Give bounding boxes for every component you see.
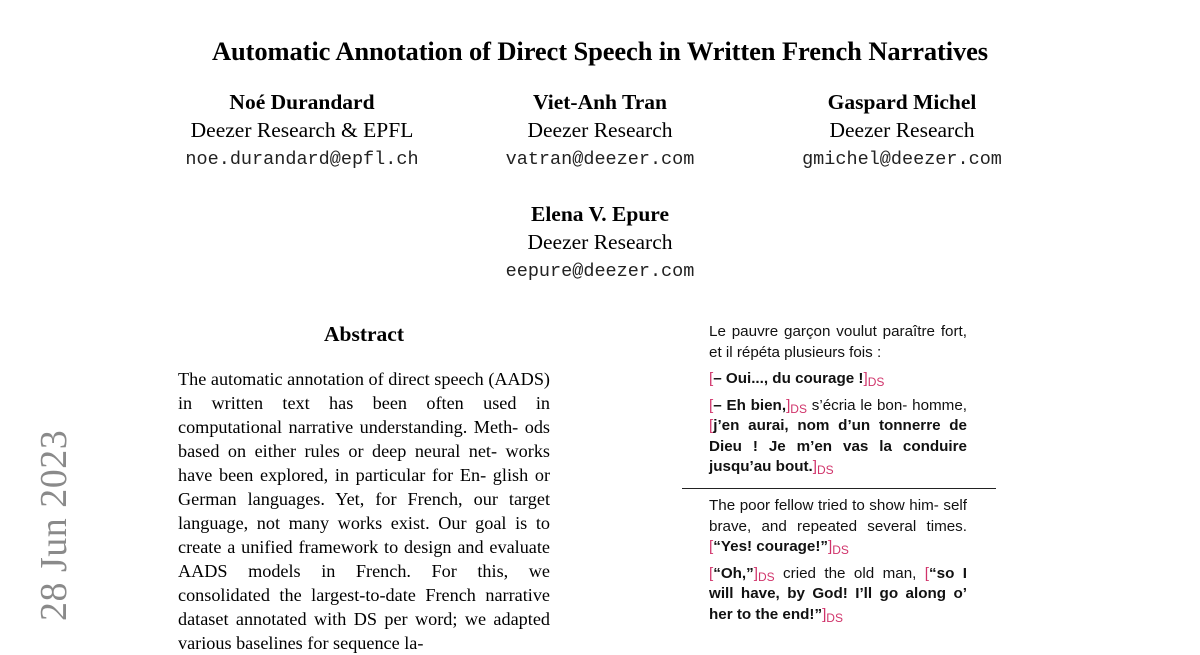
- ds-tag: DS: [757, 569, 775, 584]
- direct-speech-span: – Oui..., du courage !: [713, 370, 864, 387]
- author-affiliation: Deezer Research: [527, 230, 673, 254]
- author-name: Viet-Anh Tran: [533, 90, 667, 114]
- paper-title: Automatic Annotation of Direct Speech in Written French Narratives: [211, 36, 989, 66]
- excerpt-intro: Le pauvre garçon voulut paraître fort, et il répéta plusieurs fois :: [709, 323, 967, 361]
- author-email: eepure@deezer.com: [505, 261, 695, 282]
- author-block: [440, 200, 760, 288]
- narration-span: s’écria le bon- homme,: [806, 396, 967, 414]
- figure-english-excerpt: [709, 496, 967, 631]
- arxiv-date-stamp: 28 Jun 2023: [33, 429, 75, 621]
- direct-speech-span: “Oh,”: [713, 564, 754, 582]
- excerpt-line: [– Oui..., du courage !]DS: [709, 370, 885, 389]
- direct-speech-span: “so I will have, by God! I’ll go along o’ her to the end!”: [709, 564, 967, 623]
- author-name: Elena V. Epure: [530, 202, 669, 226]
- author-affiliation: Deezer Research & EPFL: [190, 118, 414, 142]
- narration-span: cried the old man,: [774, 564, 925, 582]
- author-block: [142, 88, 462, 176]
- author-email: noe.durandard@epfl.ch: [185, 149, 419, 170]
- author-block: [742, 88, 1062, 176]
- ds-tag: DS: [867, 375, 885, 389]
- author-email: vatran@deezer.com: [505, 149, 695, 170]
- excerpt-line: The poor fellow tried to show him- self brave, and repeated several times. [“Yes! courage!”]DS: [709, 497, 967, 557]
- author-affiliation: Deezer Research: [527, 118, 673, 142]
- ds-tag: DS: [826, 610, 843, 625]
- direct-speech-span: – Eh bien,: [713, 396, 787, 414]
- author-name: Noé Durandard: [229, 90, 375, 114]
- ds-tag: DS: [790, 401, 807, 416]
- direct-speech-span: “Yes! courage!”: [713, 538, 829, 555]
- ds-tag: DS: [817, 463, 834, 477]
- author-affiliation: Deezer Research: [829, 118, 975, 142]
- author-name: Gaspard Michel: [827, 90, 977, 114]
- author-block: [440, 88, 760, 176]
- figure-french-excerpt: [709, 322, 967, 484]
- ds-tag: DS: [832, 543, 849, 557]
- abstract-text: The automatic annotation of direct speech (AADS) in written text has been often used in computational narrative understanding. Meth- ods based on either rules or deep neural net- works have been explored, in particular for En- glish or German languages. Yet, for French, our target language, not many works exist. Our goal is to create a unified framework to design and evaluate AADS models in French. For this, we consolidated the largest-to-date French narrative dataset annotated with DS per word; we adapted various baselines for sequence la-: [178, 369, 550, 653]
- direct-speech-span: j’en aurai, nom d’un tonnerre de Dieu ! Je m’en vas la conduire jusqu’au bout.: [709, 417, 967, 475]
- abstract-heading: Abstract: [323, 322, 404, 346]
- excerpt-line: [“Oh,”]DS cried the old man, [“so I will have, by God! I’ll go along o’ her to the end!”]DS: [709, 564, 967, 625]
- author-email: gmichel@deezer.com: [802, 149, 1002, 170]
- excerpt-intro: The poor fellow tried to show him- self brave, and repeated several times.: [709, 497, 967, 535]
- excerpt-line: [– Eh bien,]DS s’écria le bon- homme, [j’en aurai, nom d’un tonnerre de Dieu ! Je m’en vas la conduire jusqu’au bout.]DS: [709, 396, 967, 477]
- figure-divider: [682, 488, 996, 489]
